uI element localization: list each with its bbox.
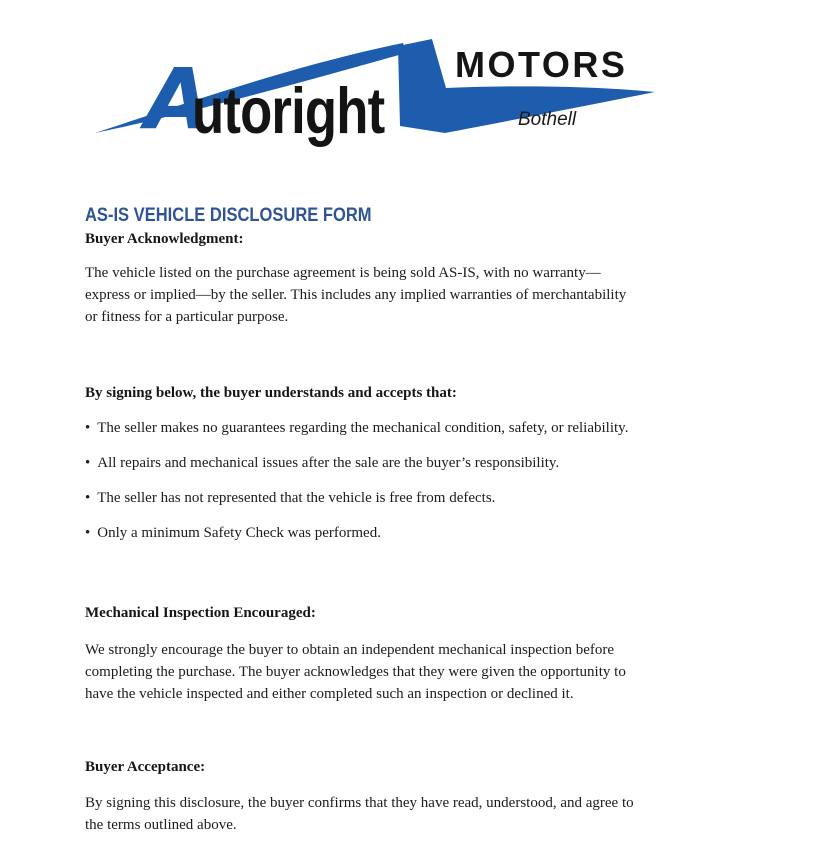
signing-terms-bullet-list bbox=[85, 417, 628, 557]
section-heading-acknowledgment: Buyer Acknowledgment: bbox=[85, 231, 244, 247]
paragraph-line: have the vehicle inspected and either completed such an inspection or declined it. bbox=[85, 686, 574, 702]
bullet-marker: • bbox=[85, 525, 91, 541]
paragraph-line: We strongly encourage the buyer to obtain an independent mechanical inspection before bbox=[85, 642, 615, 658]
paragraph-line: The vehicle listed on the purchase agreement is being sold AS-IS, with no warranty— bbox=[85, 265, 601, 281]
bullet-item bbox=[85, 452, 628, 474]
dealership-logo bbox=[95, 38, 655, 148]
section-heading-acceptance: Buyer Acceptance: bbox=[85, 759, 206, 775]
paragraph-line: the terms outlined above. bbox=[85, 817, 237, 833]
logo-motors-text: MOTORS bbox=[455, 44, 628, 85]
bullet-marker: • bbox=[85, 420, 91, 436]
paragraph-acknowledgment bbox=[85, 262, 626, 328]
logo-letter-a: A bbox=[145, 50, 211, 148]
paragraph-line: By signing this disclosure, the buyer confirms that they have read, understood, and agree to bbox=[85, 795, 634, 811]
paragraph-line: or fitness for a particular purpose. bbox=[85, 309, 289, 325]
bullet-marker: • bbox=[85, 490, 91, 506]
page-title: AS-IS VEHICLE DISCLOSURE FORM bbox=[85, 205, 372, 226]
logo-brand-name-text: utoright bbox=[192, 74, 385, 147]
paragraph-line: express or implied—by the seller. This includes any implied warranties of merchantability bbox=[85, 287, 627, 303]
bullet-item bbox=[85, 417, 628, 439]
bullet-text: The seller makes no guarantees regarding the mechanical condition, safety, or reliability. bbox=[97, 420, 629, 436]
logo-location-text: Bothell bbox=[518, 109, 577, 130]
bullet-item bbox=[85, 522, 628, 544]
section-heading-signing-terms: By signing below, the buyer understands and accepts that: bbox=[85, 385, 457, 401]
paragraph-acceptance bbox=[85, 792, 634, 836]
bullet-item bbox=[85, 487, 628, 509]
section-heading-inspection: Mechanical Inspection Encouraged: bbox=[85, 605, 316, 621]
bullet-text: The seller has not represented that the vehicle is free from defects. bbox=[97, 490, 496, 506]
bullet-text: Only a minimum Safety Check was performed. bbox=[97, 525, 381, 541]
bullet-marker: • bbox=[85, 455, 91, 471]
bullet-text: All repairs and mechanical issues after the sale are the buyer’s responsibility. bbox=[97, 455, 560, 471]
paragraph-inspection bbox=[85, 639, 626, 705]
paragraph-line: completing the purchase. The buyer acknowledges that they were given the opportunity to bbox=[85, 664, 626, 680]
